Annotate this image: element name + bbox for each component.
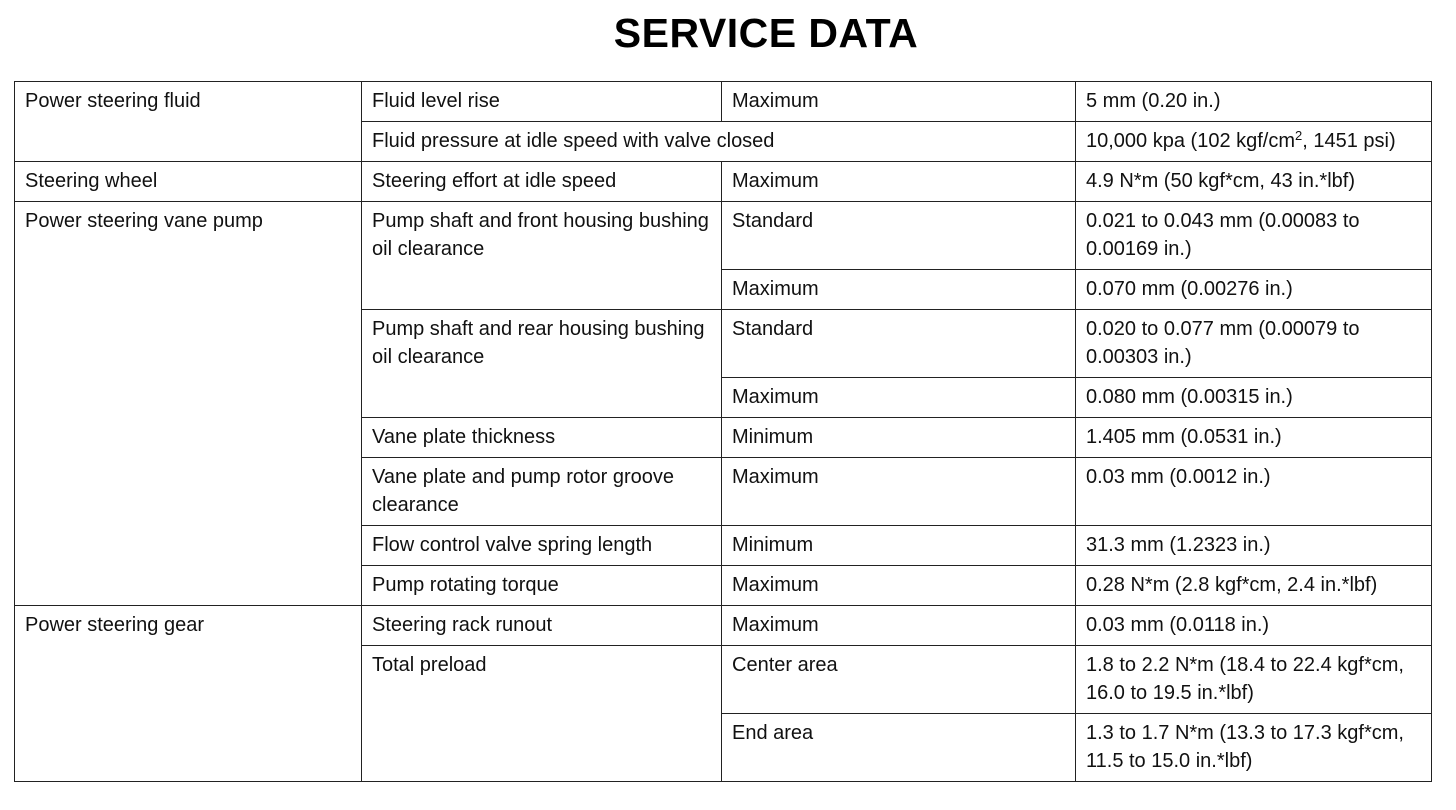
value-cell: 31.3 mm (1.2323 in.) [1076, 526, 1432, 566]
value-cell: 0.080 mm (0.00315 in.) [1076, 378, 1432, 418]
spec-type-cell: Maximum [722, 270, 1076, 310]
item-cell: Steering effort at idle speed [362, 162, 722, 202]
value-cell: 0.28 N*m (2.8 kgf*cm, 2.4 in.*lbf) [1076, 566, 1432, 606]
value-text: 10,000 kpa (102 kgf/cm [1086, 130, 1296, 152]
item-cell: Vane plate and pump rotor groove clearance [362, 458, 722, 526]
spec-type-cell: End area [722, 714, 1076, 782]
component-cell: Power steering vane pump [15, 202, 362, 606]
item-cell: Total preload [362, 646, 722, 782]
spec-type-cell: Maximum [722, 458, 1076, 526]
item-cell: Flow control valve spring length [362, 526, 722, 566]
superscript: 2 [1295, 128, 1303, 143]
value-cell [1076, 122, 1432, 162]
spec-type-cell: Center area [722, 646, 1076, 714]
value-cell: 0.03 mm (0.0118 in.) [1076, 606, 1432, 646]
spec-type-cell: Maximum [722, 566, 1076, 606]
value-text: , 1451 psi) [1302, 130, 1396, 152]
component-cell: Steering wheel [15, 162, 362, 202]
table-row [15, 162, 1432, 202]
table-row [15, 82, 1432, 122]
table-row [15, 606, 1432, 646]
value-cell: 1.8 to 2.2 N*m (18.4 to 22.4 kgf*cm, 16.0 to 19.5 in.*lbf) [1076, 646, 1432, 714]
item-cell: Vane plate thickness [362, 418, 722, 458]
value-cell: 0.070 mm (0.00276 in.) [1076, 270, 1432, 310]
value-cell: 0.021 to 0.043 mm (0.00083 to 0.00169 in.) [1076, 202, 1432, 270]
item-cell: Steering rack runout [362, 606, 722, 646]
spec-type-cell: Maximum [722, 82, 1076, 122]
spec-type-cell: Minimum [722, 526, 1076, 566]
item-cell: Fluid pressure at idle speed with valve closed [362, 122, 1076, 162]
component-cell: Power steering gear [15, 606, 362, 782]
value-cell: 1.405 mm (0.0531 in.) [1076, 418, 1432, 458]
value-cell: 0.03 mm (0.0012 in.) [1076, 458, 1432, 526]
item-cell: Pump shaft and rear housing bushing oil clearance [362, 310, 722, 418]
spec-type-cell: Maximum [722, 378, 1076, 418]
component-cell: Power steering fluid [15, 82, 362, 162]
value-cell: 5 mm (0.20 in.) [1076, 82, 1432, 122]
item-cell: Pump shaft and front housing bushing oil clearance [362, 202, 722, 310]
spec-type-cell: Standard [722, 202, 1076, 270]
service-data-table [14, 81, 1432, 782]
spec-type-cell: Minimum [722, 418, 1076, 458]
table-row [15, 202, 1432, 270]
spec-type-cell: Maximum [722, 162, 1076, 202]
value-cell: 0.020 to 0.077 mm (0.00079 to 0.00303 in.) [1076, 310, 1432, 378]
item-cell: Pump rotating torque [362, 566, 722, 606]
spec-type-cell: Maximum [722, 606, 1076, 646]
item-cell: Fluid level rise [362, 82, 722, 122]
page-title: SERVICE DATA [613, 10, 919, 56]
spec-type-cell: Standard [722, 310, 1076, 378]
value-cell: 4.9 N*m (50 kgf*cm, 43 in.*lbf) [1076, 162, 1432, 202]
value-cell: 1.3 to 1.7 N*m (13.3 to 17.3 kgf*cm, 11.5 to 15.0 in.*lbf) [1076, 714, 1432, 782]
